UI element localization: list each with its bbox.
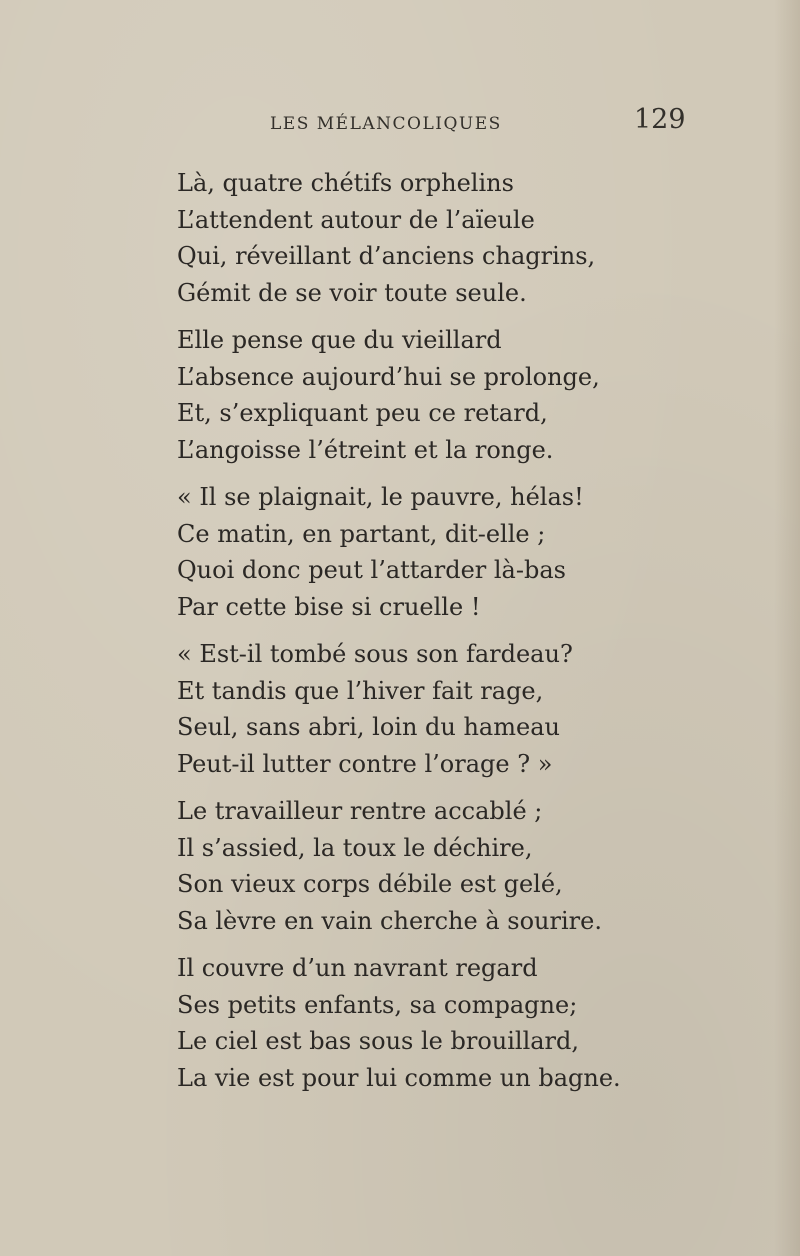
verse-line: Seul, sans abri, loin du hameau: [177, 713, 560, 741]
verse-line: La vie est pour lui comme un bagne.: [177, 1063, 621, 1092]
verse-line: « Est-il tombé sous son fardeau?: [177, 640, 573, 668]
stanza: [177, 479, 777, 625]
verse-line: L’attendent autour de l’aïeule: [177, 205, 535, 234]
verse-line: L’absence aujourd’hui se prolonge,: [177, 362, 600, 391]
stanza: [177, 636, 777, 782]
verse-line: Là, quatre chétifs orphelins: [177, 169, 514, 197]
stanza: [177, 322, 777, 468]
verse-line: Par cette bise si cruelle !: [177, 592, 481, 621]
verse-line: Sa lèvre en vain cherche à sourire.: [177, 906, 602, 935]
poem-body: [177, 165, 777, 1107]
verse-line: Il couvre d’un navrant regard: [177, 954, 538, 982]
verse-line: Ce matin, en partant, dit-elle ;: [177, 519, 546, 548]
verse-line: Et, s’expliquant peu ce retard,: [177, 399, 548, 427]
verse-line: Ses petits enfants, sa compagne;: [177, 990, 578, 1019]
page-edge-shadow: [774, 0, 800, 1256]
stanza: [177, 165, 777, 311]
verse-line: Il s’assied, la toux le déchire,: [177, 833, 533, 862]
verse-line: Qui, réveillant d’anciens chagrins,: [177, 242, 596, 270]
verse-line: « Il se plaignait, le pauvre, hélas!: [177, 483, 584, 511]
verse-line: Elle pense que du vieillard: [177, 326, 502, 354]
stanza: [177, 950, 777, 1096]
verse-line: Quoi donc peut l’attarder là-bas: [177, 556, 566, 584]
verse-line: Le travailleur rentre accablé ;: [177, 797, 543, 825]
verse-line: Son vieux corps débile est gelé,: [177, 870, 563, 898]
verse-line: Le ciel est bas sous le brouillard,: [177, 1027, 580, 1055]
page-number: 129: [634, 104, 686, 135]
verse-line: Et tandis que l’hiver fait rage,: [177, 676, 544, 705]
stanza: [177, 793, 777, 939]
verse-line: Gémit de se voir toute seule.: [177, 278, 527, 307]
verse-line: L’angoisse l’étreint et la ronge.: [177, 435, 554, 464]
running-head-title: LES MÉLANCOLIQUES: [270, 114, 502, 134]
verse-line: Peut-il lutter contre l’orage ? »: [177, 749, 553, 778]
